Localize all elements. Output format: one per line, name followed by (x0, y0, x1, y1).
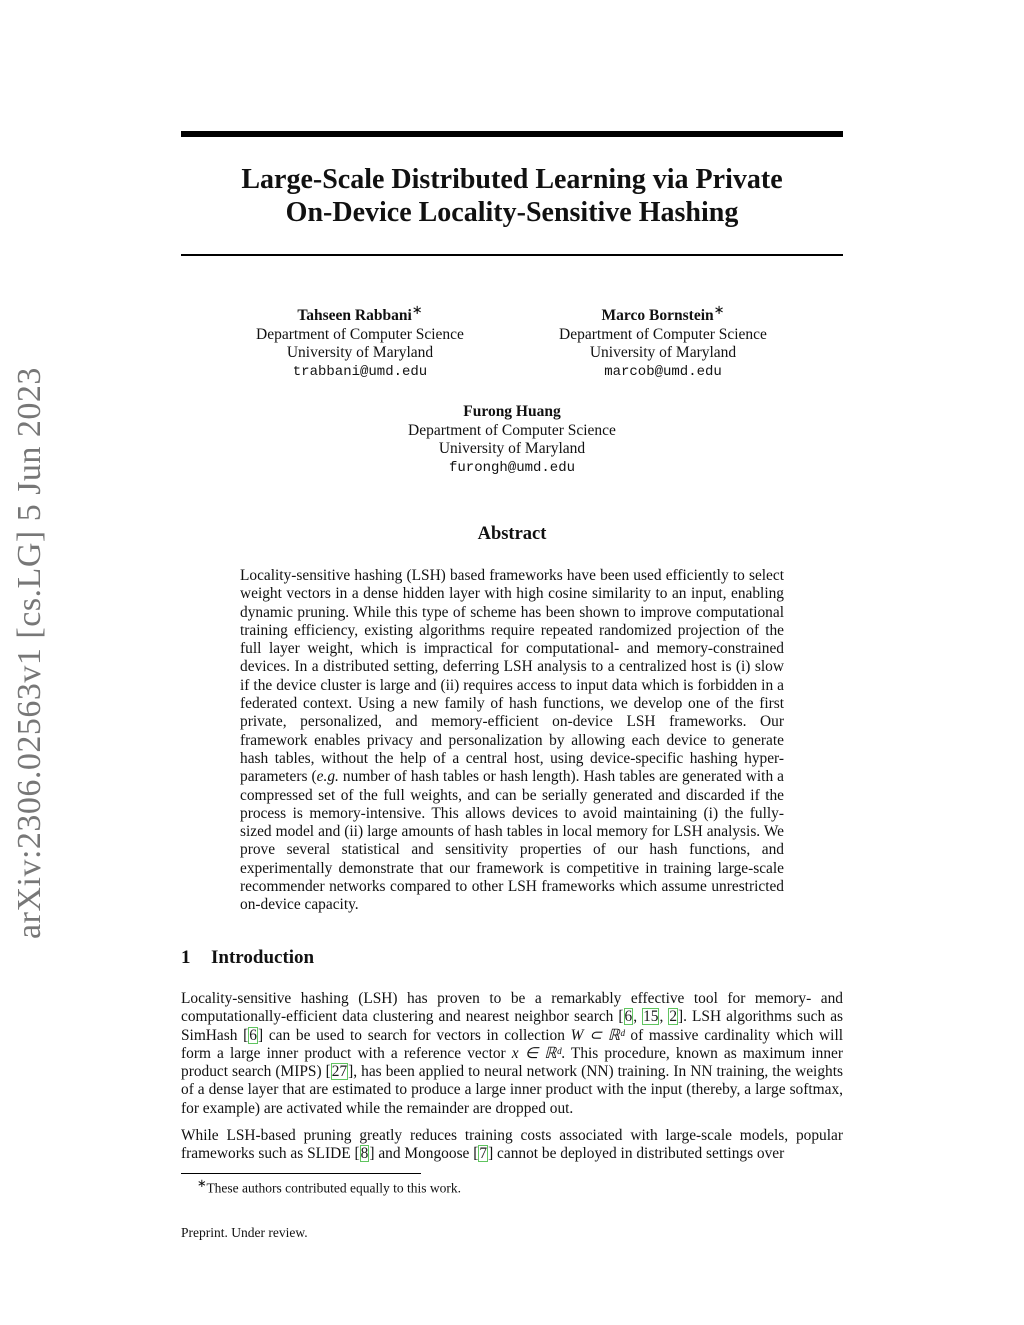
author-name: Marco Bornstein (601, 307, 714, 325)
abstract-part-b: number of hash tables or hash length). Hash tables are generated with a compressed set of the full weights, and can be serially generated and discarded if the process is memory-intensive. This allows devices to avoid maintaining (i) the fully-sized model and (ii) large amounts of hash tables in local memory for LSH analysis. We prove several statistical and sensitivity properties of our hash functions, and experimentally demonstrate that our framework is competitive in training large-scale recommender networks compared to other LSH frameworks which assume unrestricted on-device capacity. (240, 768, 785, 914)
intro-paragraph-1 (181, 990, 843, 1118)
citation-link[interactable]: 7 (479, 1145, 488, 1163)
author-department: Department of Computer Science (559, 325, 767, 343)
footnote-mark: ∗ (197, 1178, 207, 1190)
intro-paragraph-2 (181, 1127, 843, 1164)
text-run: ] can be used to search for vectors in collection (257, 1026, 571, 1044)
arxiv-identifier-stamp: arXiv:2306.02563v1 [cs.LG] 5 Jun 2023 (11, 367, 48, 939)
abstract-part-a: Locality-sensitive hashing (LSH) based frameworks have been used efficiently to select weight vectors in a dense hidden layer with high cosine similarity to an input, enabling dynamic pruning. While this type of scheme has been shown to improve computational training efficiency, existing algorithms require repeated randomized projection of the full layer weight, which is impractical for computational- and memory-constrained devices. In a distributed setting, deferring LSH analysis to a centralized host is (i) slow if the device cluster is large and (ii) requires access to input data which is forbidden in a federated context. Using a new family of hash functions, we develop one of the first private, personalized, and memory-efficient on-device LSH frameworks. Our framework enables privacy and personalization by allowing each device to generate hash tables, without the help of a central host, using device-specific hashing hyper-parameters ( (240, 567, 784, 786)
text-run: While LSH-based pruning greatly reduces training costs associated with large-scale models, popular frameworks such as SLIDE [ (181, 1127, 843, 1163)
text-run: ] and Mongoose [ (369, 1145, 479, 1163)
citation-link[interactable]: 15 (643, 1008, 659, 1026)
author-block-1 (210, 301, 510, 381)
author-block-2 (513, 301, 813, 381)
math-inline: W ⊂ ℝᵈ (570, 1026, 625, 1044)
author-email[interactable]: trabbani@umd.edu (292, 363, 428, 380)
text-run: . This procedure, known as maximum inner product search (MIPS) [ (181, 1044, 843, 1081)
citation-link[interactable]: 2 (669, 1008, 678, 1026)
author-block-3 (362, 403, 662, 477)
text-run: ] cannot be deployed in distributed settings over (488, 1145, 785, 1163)
title-bottom-rule (181, 254, 843, 256)
abstract-text (240, 567, 784, 915)
author-university: University of Maryland (438, 440, 586, 457)
footnote (197, 1177, 461, 1197)
text-run: , (633, 1008, 643, 1026)
author-university: University of Maryland (286, 344, 434, 362)
text-run: , (659, 1008, 669, 1026)
author-name: Tahseen Rabbani (297, 307, 412, 325)
title-line-1: Large-Scale Distributed Learning via Private (241, 164, 783, 195)
author-university: University of Maryland (589, 344, 737, 362)
author-email[interactable]: furongh@umd.edu (448, 459, 576, 476)
author-department: Department of Computer Science (408, 421, 616, 439)
author-mark: ∗ (713, 302, 725, 317)
title-line-2: On-Device Locality-Sensitive Hashing (285, 197, 739, 228)
preprint-notice: Preprint. Under review. (181, 1225, 308, 1240)
citation-link[interactable]: 6 (624, 1008, 633, 1026)
author-department: Department of Computer Science (256, 325, 464, 343)
text-run: ]. LSH algorithms such as SimHash [ (181, 1008, 844, 1044)
text-run: Locality-sensitive hashing (LSH) has proven to be a remarkably effective tool for memory- and computationally-efficient data clustering and nearest neighbor search [ (181, 990, 843, 1026)
citation-link[interactable]: 6 (249, 1026, 257, 1044)
paper-title (181, 163, 843, 229)
footnote-text: These authors contributed equally to this work. (206, 1180, 462, 1196)
citation-link[interactable]: 8 (360, 1145, 369, 1163)
title-top-rule (181, 131, 843, 137)
citation-link[interactable]: 27 (331, 1063, 348, 1081)
footnote-rule (181, 1173, 421, 1174)
text-run: of massive cardinality which will form a large inner product with a reference vector (181, 1026, 843, 1062)
section-title: Introduction (211, 947, 315, 968)
abstract-eg: e.g. (316, 768, 339, 786)
abstract-heading: Abstract (477, 524, 547, 544)
section-number: 1 (181, 947, 191, 968)
author-email[interactable]: marcob@umd.edu (604, 363, 722, 380)
section-heading-introduction (181, 947, 314, 969)
author-mark: ∗ (411, 302, 423, 317)
author-name: Furong Huang (463, 403, 561, 420)
text-run: ], has been applied to neural network (NN) training. In NN training, the weights of a dense layer that are estimated to produce a large inner product with the input (thereby, a large softmax, for example) are activated while the remainder are dropped out. (181, 1063, 843, 1117)
math-inline: x ∈ ℝᵈ (511, 1044, 562, 1062)
